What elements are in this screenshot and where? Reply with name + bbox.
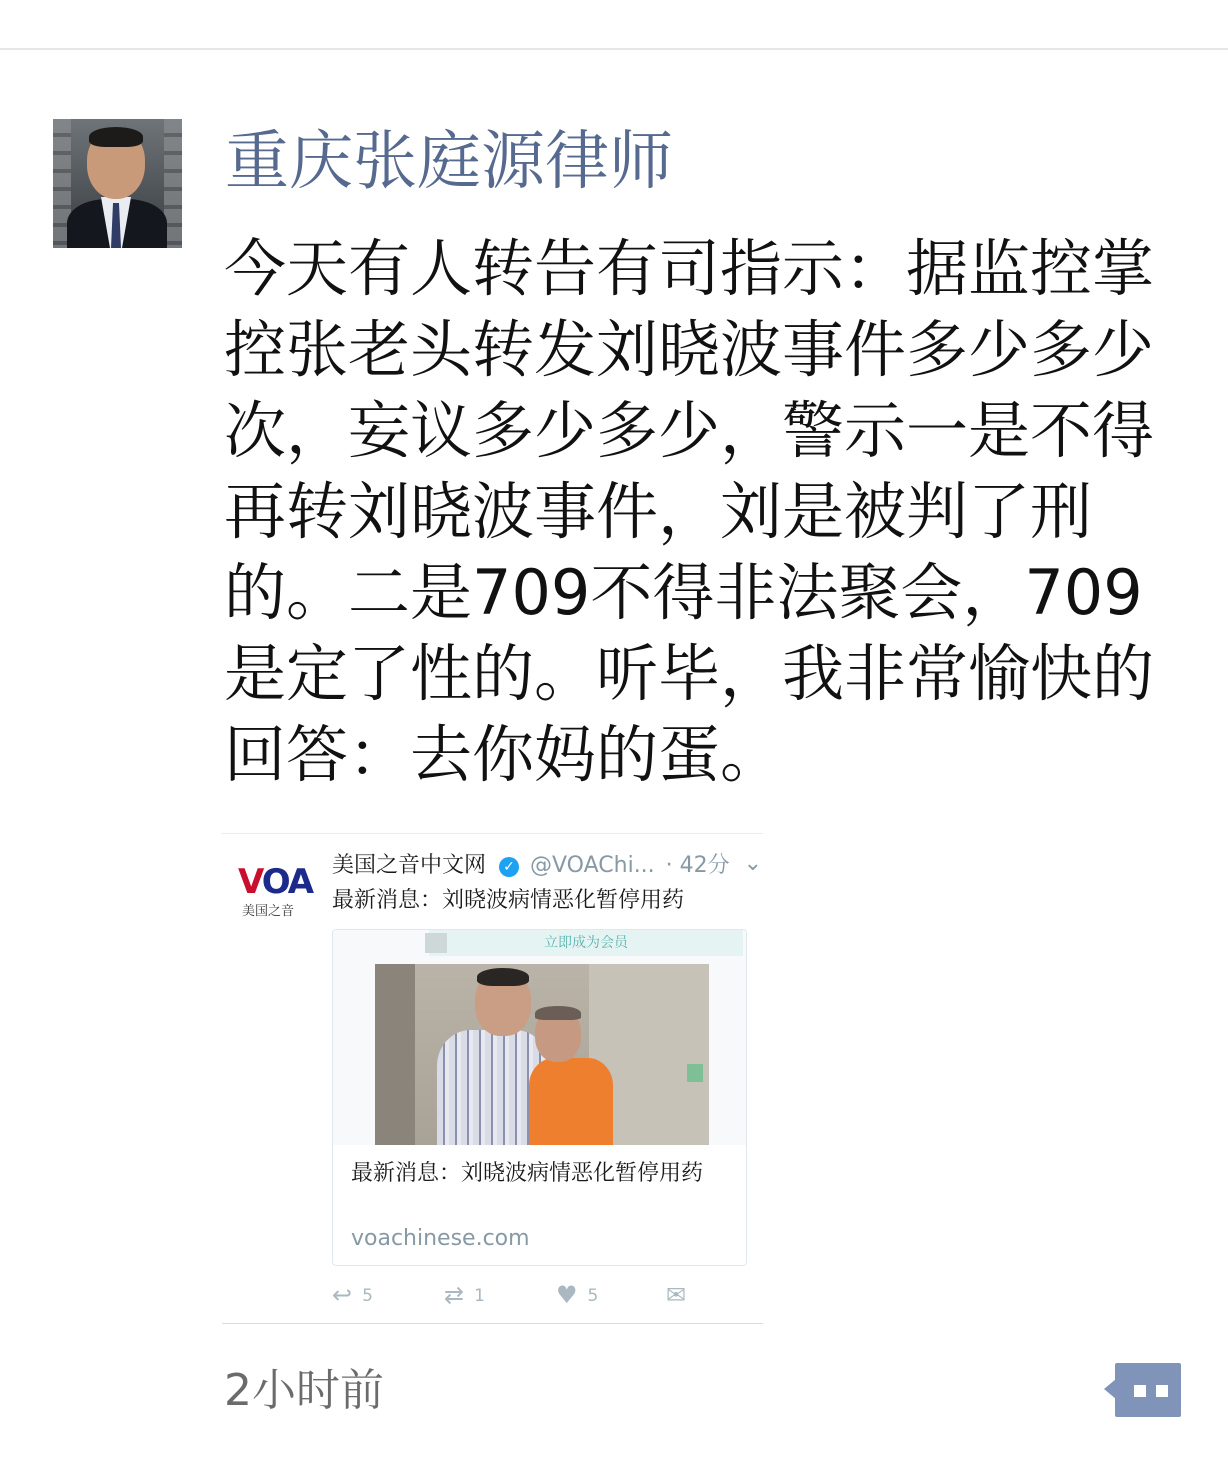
like-button[interactable] — [556, 1280, 598, 1310]
author-name[interactable]: 重庆张庭源律师 — [225, 125, 673, 199]
qr-code-icon — [425, 933, 447, 953]
tweet-body: 最新消息：刘晓波病情恶化暂停用药 — [332, 888, 685, 913]
photo-detail — [687, 1064, 703, 1082]
verified-badge-icon: ✓ — [499, 857, 519, 877]
tweet-actions — [332, 1280, 752, 1310]
photo-detail — [535, 1006, 581, 1020]
comment-button[interactable] — [1104, 1363, 1181, 1417]
top-divider — [0, 48, 1228, 50]
post-timestamp: 2小时前 — [224, 1365, 384, 1416]
avatar-figure — [89, 127, 143, 147]
post-text: 今天有人转告有司指示：据监控掌控张老头转发刘晓波事件多少多少次，妄议多少多少，警示一是不得再转刘晓波事件，刘是被判了刑的。二是709不得非法聚会，709是定了性的。听毕，我非常愉快的回答：去你妈的蛋。 — [224, 232, 1155, 791]
like-count: 5 — [587, 1286, 599, 1306]
photo-detail — [477, 968, 529, 986]
tweet-account-name[interactable]: 美国之音中文网 — [332, 853, 487, 878]
voa-logo-subtitle: 美国之音 — [242, 904, 295, 919]
comment-icon — [1156, 1385, 1168, 1397]
link-title[interactable]: 最新消息：刘晓波病情恶化暂停用药 — [351, 1161, 704, 1186]
comment-icon — [1115, 1363, 1181, 1417]
tweet-header — [332, 851, 762, 880]
heart-icon: ♥ — [556, 1281, 578, 1309]
chevron-down-icon[interactable]: ⌄ — [743, 851, 762, 876]
dm-button[interactable] — [666, 1280, 686, 1310]
photo-banner-text: 立即成为会员 — [544, 935, 628, 951]
retweet-button[interactable] — [444, 1280, 485, 1310]
tweet-time: · 42分 — [665, 853, 730, 878]
link-preview-image — [333, 930, 746, 1145]
reply-button[interactable] — [332, 1280, 373, 1310]
avatar[interactable] — [53, 119, 182, 248]
photo-banner — [429, 930, 743, 956]
link-preview-card[interactable] — [332, 929, 747, 1266]
comment-icon — [1134, 1385, 1146, 1397]
voa-logo-mark: VOA — [238, 862, 313, 902]
retweet-count: 1 — [474, 1286, 485, 1306]
photo-detail — [375, 964, 415, 1145]
photo-detail — [529, 1058, 613, 1145]
news-photo — [375, 964, 709, 1145]
embedded-tweet-card[interactable] — [222, 833, 763, 1324]
retweet-icon: ⇄ — [444, 1281, 465, 1309]
voa-logo[interactable] — [238, 864, 314, 928]
mail-icon: ✉ — [666, 1281, 687, 1309]
tweet-handle[interactable]: @VOAChi... — [530, 853, 655, 878]
link-domain: voachinese.com — [351, 1226, 530, 1251]
reply-icon: ↩ — [332, 1281, 353, 1309]
reply-count: 5 — [362, 1286, 373, 1306]
